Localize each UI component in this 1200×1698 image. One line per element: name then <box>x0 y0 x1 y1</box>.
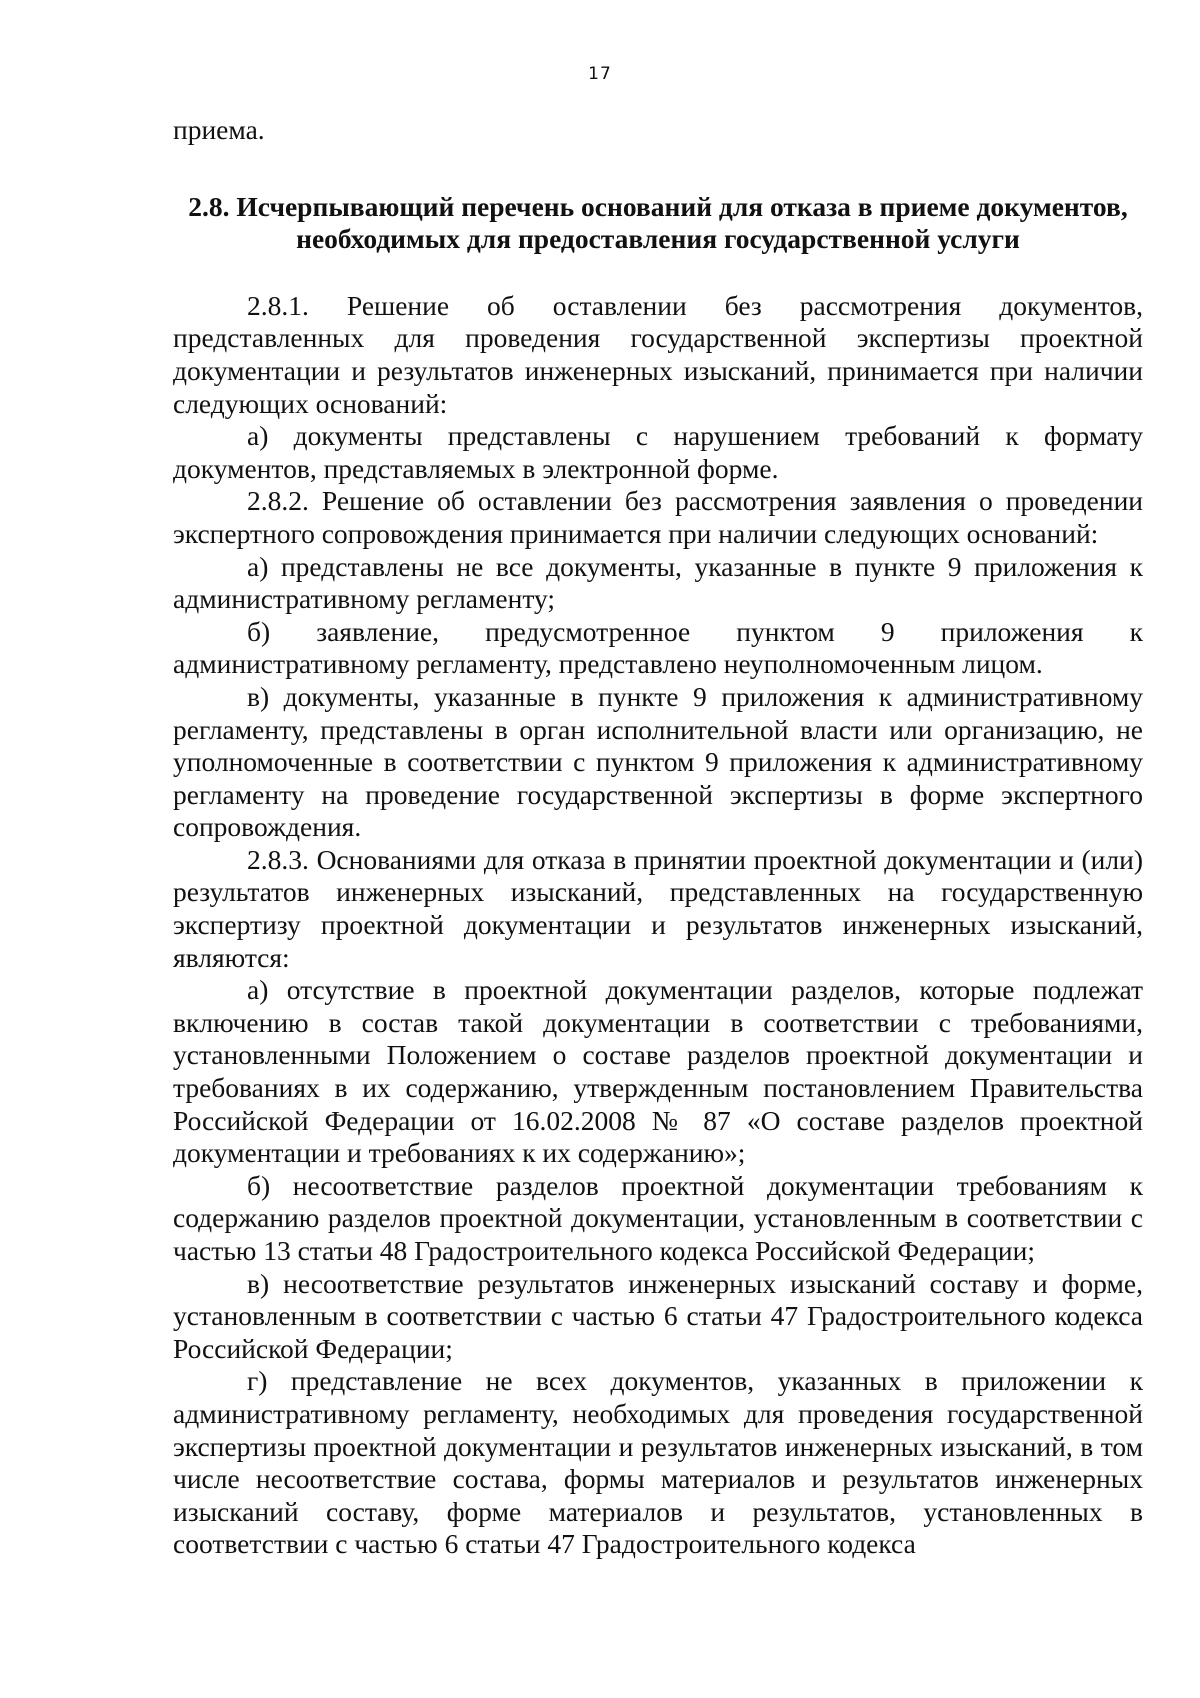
paragraph-2-8-2-a: а) представлены не все документы, указанные в пункте 9 приложения к административному регламенту; <box>173 550 1143 615</box>
paragraph-2-8-1-a: а) документы представлены с нарушением требований к формату документов, представляемых в электронной форме. <box>173 420 1143 484</box>
lead-fragment: приема. <box>173 114 265 145</box>
paragraph-2-8-3-a: а) отсутствие в проектной документации разделов, которые подлежат включению в состав такой документации в соответствии с требованиями, установленными Положением о составе разделов проектной документации и требованиях в их содержанию, утвержденным постановлением Правительства Российской Федерации от 16.02.2008 № 87 «О составе разделов проектной документации и требованиях к их содержанию»; <box>173 974 1143 1169</box>
paragraph-2-8-3-v: в) несоответствие результатов инженерных изысканий составу и форме, установленным в соответствии с частью 6 статьи 47 Градостроительного кодекса Российской Федерации; <box>173 1267 1143 1364</box>
page-number: 17 <box>588 64 612 84</box>
paragraph-2-8-2: 2.8.2. Решение об оставлении без рассмотрения заявления о проведении экспертного сопровождения принимается при наличии следующих оснований: <box>173 485 1143 549</box>
section-heading <box>173 191 1143 256</box>
paragraph-2-8-3-g: г) представление не всех документов, указанных в приложении к административному регламенту, необходимых для проведения государственной экспертизы проектной документации и результатов инженерных изысканий, в том числе несоответствие состава, формы материалов и результатов инженерных изысканий составу, форме материалов и результатов, установленных в соответствии с частью 6 статьи 47 Градостроительного кодекса <box>173 1365 1143 1560</box>
paragraph-2-8-2-b: б) заявление, предусмотренное пунктом 9 приложения к административному регламенту, представлено неуполномоченным лицом. <box>173 615 1143 680</box>
paragraph-2-8-2-v: в) документы, указанные в пункте 9 приложения к административному регламенту, представлены в орган исполнительной власти или организацию, не уполномоченные в соответствии с пунктом 9 приложения к административному регламенту на проведение государственной экспертизы в форме экспертного сопровождения. <box>173 680 1143 843</box>
section-heading-line-2: необходимых для предоставления государственной услуги <box>296 223 1020 255</box>
paragraph-2-8-1: 2.8.1. Решение об оставлении без рассмотрения документов, представленных для проведения государственной экспертизы проектной документации и результатов инженерных изысканий, принимается при наличии следующих оснований: <box>173 289 1143 419</box>
section-heading-line-1: 2.8. Исчерпывающий перечень оснований для отказа в приеме документов, <box>188 190 1128 222</box>
paragraph-2-8-3: 2.8.3. Основаниями для отказа в принятии проектной документации и (или) результатов инженерных изысканий, представленных на государственную экспертизу проектной документации и результатов инженерных изысканий, являются: <box>173 843 1143 973</box>
paragraph-2-8-3-b: б) несоответствие разделов проектной документации требованиям к содержанию разделов проектной документации, установленным в соответствии с частью 13 статьи 48 Градостроительного кодекса Российской Федерации; <box>173 1169 1143 1266</box>
document-body <box>173 114 1143 1561</box>
